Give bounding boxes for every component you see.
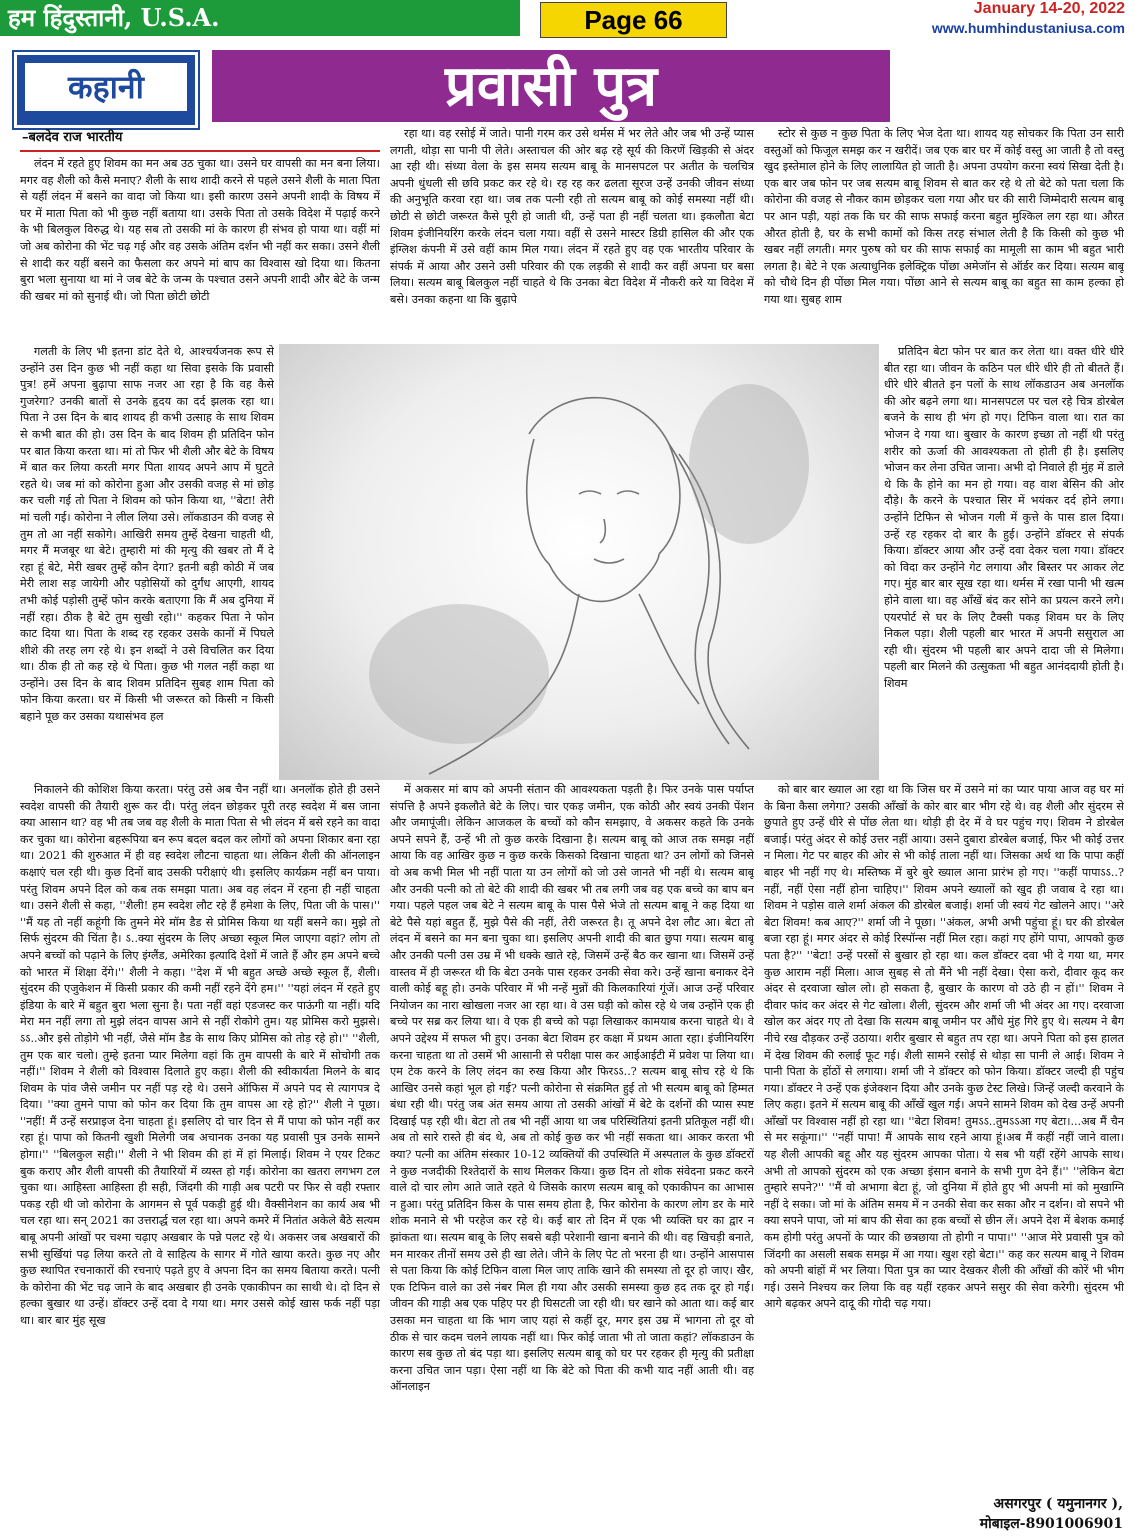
- author-mobile: मोबाइल-8901006901: [979, 1516, 1123, 1532]
- author-byline: –बलदेव राज भारतीय: [22, 130, 123, 145]
- column-2-top: [390, 126, 754, 342]
- paragraph: में अकसर मां बाप को अपनी संतान की आवश्यकता पड़ती है। फिर उनके पास पर्याप्त संपत्ति है अपने इकलौते बेटे के लिए। चार एकड़ जमीन, एक कोठी और स्वयं उनकी पेंशन और जमापूंजी। लेकिन आजकल के बच्चों को कौन समझाए, वे अकसर कहते कि उनके अपने सपने हैं, उन्हें भी तो कुछ करके दिखाना है। सत्यम बाबू को आज तक समझ नहीं आया कि वह आखिर कुछ न कुछ करके किसको दिखाना चाहता था? उन लोगों को जिनसे वो अब कभी मिल भी नहीं पाता या उन लोगों को जो उसे जानते भी नहीं थे। सत्यम बाबू और उनकी पत्नी को तो बेटे की शादी की खबर भी तब लगी जब वह एक बच्चे का बाप बन गया। पहले पहल जब बेटे ने सत्यम बाबू के पास पैसे भेजे तो सत्यम बाबू ने कह दिया था बेटे पैसे यहां बहुत हैं, मुझे पैसे की नहीं, तेरी जरूरत है। तू अपने देश लौट आ। बेटा तो लंदन में बसने का मन बना चुका था। इसलिए अपनी शादी की बात छुपा गया। सत्यम बाबू और उनकी पत्नी उस उम्र में भी धक्के खाते रहे, जिसमें उन्हें बैठ कर खाना था। जिसमें उन्हें वास्तव में ही जरूरत थी कि बेटा उनके पास रहकर उनकी सेवा करे। उन्हें खाना बनाकर देने वाली कोई बहू हो। उनके परिवार में भी नन्हें मुन्नों की किलकारियां गूंजें। आज उन्हें परिवार नियोजन का नारा खोखला नजर आ रहा था। वे उस घड़ी को कोस रहे थे जब उन्होंने एक ही बच्चे पर सब्र कर लिया था। वे एक ही बच्चे को पढ़ा लिखाकर कामयाब करना चाहते थे। वे अपने उद्देश्य में सफल भी हुए। उनका बेटा शिवम हर कक्षा में प्रथम आता रहा। इंजीनियरिंग करना चाहता था तो उसमें भी आसानी से परीक्षा पास कर आईआईटी में प्रवेश पा लिया था। एम टेक करने के लिए लंदन का रुख किया और फिरऽऽ..? सत्यम बाबू सोच रहे थे कि आखिर उनसे कहां भूल हो गई? पत्नी कोरोना से संक्रमित हुई तो भी सत्यम बाबू को हिम्मत बंधा रही थी। परंतु जब अंत समय आया तो उसकी आंखों में बेटे के दर्शनों की प्यास स्पष्ट दिखाई पड़ रही थी। बेटा तो तब भी नहीं आया था जब परिस्थितियां इतनी प्रतिकूल नहीं थी। अब तो सारे रास्ते ही बंद थे, अब तो कोई कुछ कर भी नहीं सकता था। आकर करता भी क्या? पत्नी का अंतिम संस्कार 10-12 व्यक्तियों की उपस्थिति में अस्पताल के कुछ डॉक्टरों ने कुछ नजदीकी रिश्तेदारों के साथ मिलकर किया। कुछ दिन तो शोक संवेदना प्रकट करने वाले दो चार लोग आते जाते रहते थे जिसके कारण सत्यम बाबू को एकाकीपन का आभास न हुआ। परंतु प्रतिदिन किस के पास समय होता है, फिर कोरोना के कारण लोग डर के मारे शोक मनाने से भी परहेज कर रहे थे। कई बार तो दिन में एक भी व्यक्ति घर का द्वार न झांकता था। सत्यम बाबू के लिए सबसे बड़ी परेशानी खाना बनाने की थी। वह खिचड़ी बनाते, मन मारकर तीनों समय उसे ही खा लेते। जीने के लिए पेट तो भरना ही था। उन्होंने आसपास से पता किया कि कोई टिफिन वाला मिल जाए ताकि खाने की समस्या तो दूर हो जाए। खैर, एक टिफिन वाले का उसे नंबर मिल ही गया और उसकी समस्या कुछ हद तक दूर हो गई। जीवन की गाड़ी अब एक पहिए पर ही घिसटती जा रही थी। घर खाने को आता था। कई बार उसका मन चाहता था कि भाग जाए यहां से कहीं दूर, मगर इस उम्र में भागना तो दूर वो ठीक से चार कदम चलने लायक नहीं था। फिर कोई जाता भी तो जाता कहां? लॉकडाउन के कारण सब कुछ तो बंद पड़ा था। इसलिए सत्यम बाबू को घर पर रहकर ही मृत्यु की प्रतीक्षा करना उचित जान पड़ा। ऐसा नहीं था कि बेटे को पिता की कभी याद नहीं आती थी। वह ऑनलाइन: [390, 783, 754, 1394]
- paragraph: प्रतिदिन बेटा फोन पर बात कर लेता था। वक्त धीरे धीरे बीत रहा था। जीवन के कठिन पल धीरे धीरे ही तो बीतते हैं। धीरे धीरे बीतते इन पलों के साथ लॉकडाउन अब अनलॉक की ओर बढ़ने लगा था। मानसपटल पर चल रहे चित्र डोरबेल बजने के साथ ही भंग हो गए। टिफिन वाला था। रात का भोजन दे गया था। बुखार के कारण इच्छा तो नहीं थी परंतु शरीर को ऊर्जा की आवश्यकता तो होती ही है। इसलिए भोजन कर लेना उचित जाना। अभी दो निवाले ही मुंह में डाले थे कि कै होने का मन हो गया। वह वाश बेसिन की ओर दौड़े। कै करने के पश्चात सिर में भयंकर दर्द होने लगा। उन्होंने टिफिन से भोजन गली में कुत्ते के पास डाल दिया। उन्हें रह रहकर दो बार कै हुई। उन्होंने डॉक्टर से संपर्क किया। डॉक्टर आया और उन्हें दवा देकर चला गया। डॉक्टर को विदा कर उन्होंने गेट लगाया और बिस्तर पर आकर लेट गए। मुंह बार बार सूख रहा था। थर्मस में रखा पानी भी खत्म होने वाला था। वह आँखें बंद कर सोने का प्रयत्न करने लगे। एयरपोर्ट से घर के लिए टैक्सी पकड़ शिवम घर के लिए निकल पड़ा। शैली पहली बार भारत में अपनी ससुराल आ रही थी। सुंदरम भी पहली बार अपने दादा जी से मिलेगा। पहली बार मिलने की उत्सुकता भी बहुत आनंददायी होती है। शिवम: [884, 345, 1124, 690]
- column-1-bottom: [20, 782, 380, 1530]
- page-header: [0, 0, 1135, 40]
- byline-rule: [20, 150, 380, 152]
- column-3-bottom: [764, 782, 1124, 1472]
- publication-name: हम हिंदुस्तानी, U.S.A.: [0, 0, 520, 36]
- page-number: Page 66: [540, 2, 727, 38]
- column-3-top: [764, 126, 1124, 342]
- story-headline: प्रवासी पुत्र: [212, 50, 890, 122]
- woman-sketch-illustration: [279, 344, 879, 780]
- column-1-top: [20, 156, 380, 342]
- paragraph: निकालने की कोशिश किया करता। परंतु उसे अब चैन नहीं था। अनलॉक होते ही उसने स्वदेश वापसी की तैयारी शुरू कर दी। परंतु लंदन छोड़कर पूरी तरह स्वदेश में बस जाना क्या आसान था? वह भी तब जब वह शैली के माता पिता से भी लंदन में बसे रहने का वादा कर चुका था। कोरोना बहरूपिया बन रूप बदल बदल कर लोगों को अपना शिकार बना रहा था। 2021 की शुरुआत में ही वह स्वदेश लौटना चाहता था। लेकिन शैली की ऑनलाइन कक्षाएं चल रही थी। कुछ दिनों बाद उसकी परीक्षाएं थी। इसलिए कार्यक्रम नहीं बन पाया। परंतु शिवम अपने दिल को कब तक समझा पाता। अब वह लंदन में रहना ही नहीं चाहता था। उसने शैली से कहा, ''शैली! हम स्वदेश लौट रहे हैं हमेशा के लिए, पिता जी के पास।'' ''मैं यह तो नहीं कहूंगी कि तुमने मेरे मॉम डैड से प्रोमिस किया था यहीं बसने का। मुझे तो सिर्फ सुंदरम की चिंता है। ऽ..क्या सुंदरम के लिए अच्छा स्कूल मिल जाएगा वहां? लोग तो अपने बच्चों को पढ़ाने के लिए इंग्लैंड, अमेरिका इत्यादि देशों में जाते हैं और हम अपने बच्चे को भारत में शिक्षा देंगे।'' शैली ने कहा। ''देश में भी बहुत अच्छे अच्छे स्कूल हैं, शैली। सुंदरम की एजुकेशन में किसी प्रकार की कमी नहीं रहने देंगे हम।'' ''यहां लंदन में रहते हुए इंडिया के बारे में बहुत बुरा भला सुना है। पता नहीं वहां एडजस्ट कर पाऊंगी या नहीं। यदि मेरा मन नहीं लगा तो मुझे लंदन वापस आने से नहीं रोकोगे तुम। यह प्रोमिस करो मुझसे।ऽऽ..और इसे तोड़ोगे भी नहीं, जैसे मॉम डैड के साथ किए प्रोमिस को तोड़ रहे हो।'' ''शैली, तुम एक बार चलो। तुम्हे इतना प्यार मिलेगा वहां कि तुम वापसी के बारे में सोचोगी तक नहीं।'' शिवम ने शैली को विश्वास दिलाते हुए कहा। शैली की स्वीकार्यता मिलने के बाद शिवम के पांव जैसे जमीन पर नहीं पड़ रहे थे। उसने ऑफिस में अपने पद से त्यागपत्र दे दिया। ''क्या तुमने पापा को फोन कर दिया कि तुम वापस आ रहे हो?'' शैली ने पूछा। ''नहीं! मैं उन्हें सरप्राइज देना चाहता हूं। इसलिए दो चार दिन से मैं पापा को फोन नहीं कर रहा हूं। पापा को कितनी खुशी मिलेगी जब अचानक उनका यह प्रवासी पुत्र उनके सामने होगा।'' ''बिलकुल सही।'' शैली ने भी शिवम की हां में हां मिलाई। शिवम ने एयर टिकट बुक कराए और शैली वापसी की तैयारियों में व्यस्त हो गई। कोरोना का खतरा लगभग टल चुका था। आहिस्ता आहिस्ता ही सही, जिंदगी की गाड़ी अब पटरी पर फिर से वही रफ्तार पकड़ रही थी जो कोरोना के आगमन से पूर्व पकड़ी हुई थी। वैक्सीनेशन का कार्य अब भी चल रहा था। सन् 2021 का उत्तरार्द्ध चल रहा था। अपने कमरे में नितांत अकेले बैठे सत्यम बाबू अपनी आंखों पर चश्मा चढ़ाए अखबार के पन्ने पलट रहे थे। अकसर जब अखबारों की सभी सुर्खियां पढ़ लिया करते तो वे साहित्य के सागर में गोते खाया करते। कुछ नए और कुछ स्थापित रचनाकारों की रचनाएं पढ़ते हुए वे अपना दिन का समय बिताया करते। पत्नी के कोरोना की भेंट चढ़ जाने के बाद अखबार ही उनके एकाकीपन का साथी थे। दो दिन से हल्का बुखार था उन्हें। डॉक्टर उन्हें दवा दे गया था। मगर उससे कोई खास फर्क नहीं पड़ा था। बार बार मुंह सूख: [20, 783, 380, 1327]
- column-1-middle: [20, 344, 274, 780]
- section-label-text: कहानी: [25, 63, 187, 111]
- author-place: असगरपुर ( यमुनानगर ),: [993, 1496, 1123, 1512]
- story-illustration: [279, 344, 879, 780]
- column-3-middle: [884, 344, 1124, 780]
- paragraph: लंदन में रहते हुए शिवम का मन अब उठ चुका था। उसने घर वापसी का मन बना लिया। मगर वह शैली को कैसे मनाए? शैली के साथ शादी करने से पहले उसने शैली के माता पिता से यहीं लंदन में बसने का वादा जो किया था। इसी कारण उसने अपनी शादी के विषय में घर में माता पिता को भी कुछ नहीं बताया था। उसके पिता तो उसके विदेश में पढ़ाई करने के भी बिलकुल विरुद्ध थे। यह सब तो उसकी मां के कारण ही संभव हो पाया था। वहीं मां जो अब कोरोना की भेंट चढ़ गई और वह उसके अंतिम दर्शन भी नहीं कर सका। उसने शैली से शादी कर यहीं बसने का फैसला कर अपने मां बाप का विश्वास खो दिया था। कितना बुरा भला सुनाया था मां ने जब बेटे के जन्म के पश्चात उसने अपनी शादी और बेटे के जन्म की खबर मां को सुनाई थी। जो पिता छोटी छोटी: [20, 157, 380, 303]
- paragraph: को बार बार ख्याल आ रहा था कि जिस घर में उसने मां का प्यार पाया आज वह घर मां के बिना कैसा लगेगा? उसकी आँखों के कोर बार बार भीग रहे थे। वह शैली और सुंदरम से छुपाते हुए उन्हें धीरे से पोंछ लेता था। थोड़ी ही देर में वे घर पहुंच गए। शिवम ने डोरबेल बजाई। परंतु अंदर से कोई उत्तर नहीं आया। उसने दुबारा डोरबेल बजाई, फिर भी कोई उत्तर न मिला। गेट पर बाहर की ओर से भी कोई ताला नहीं था। जिसका अर्थ था कि पापा कहीं बाहर भी नहीं गए थे। मस्तिष्क में बुरे बुरे ख्याल आना प्रारंभ हो गए। ''कहीं पापाऽऽ..? नहीं, नहीं ऐसा नहीं होना चाहिए।'' शिवम अपने ख्यालों को खुद ही जवाब दे रहा था। शिवम ने पड़ोस वाले शर्मा अंकल की डोरबेल बजाई। शर्मा जी स्वयं गेट खोलने आए। ''अरे बेटा शिवम! कब आए?'' शर्मा जी ने पूछा। ''अंकल, अभी अभी पहुंचा हूं। घर की डोरबेल बजा रहा हूं। मगर अंदर से कोई रिस्पॉन्स नहीं मिल रहा। कहां गए होंगे पापा, आपको कुछ पता है?'' ''बेटा! उन्हें परसों से बुखार हो रहा था। कल डॉक्टर दवा भी दे गया था, मगर कुछ आराम नहीं मिला। आज सुबह से तो मैंने भी नहीं देखा। ऐसा करो, दीवार कूद कर अंदर से दरवाजा खोल लो। हो सकता है, बुखार के कारण वो उठे ही न हों।'' शिवम ने दीवार फांद कर अंदर से गेट खोला। शैली, सुंदरम और शर्मा जी भी अंदर आ गए। दरवाजा खोल कर अंदर गए तो देखा कि सत्यम बाबू जमीन पर औंधे मुंह गिरे हुए थे। सत्यम ने बैग नीचे रख दौड़कर उन्हें उठाया। शरीर बुखार से बहुत तप रहा था। अपने पिता को इस हालत में देख शिवम की रुलाई फूट गई। शैली सामने रसोई से थोड़ा सा पानी ले आई। शिवम ने पानी पिता के होंठों से लगाया। शर्मा जी ने डॉक्टर को फोन किया। डॉक्टर जल्दी ही पहुंच गया। डॉक्टर ने उन्हें एक इंजेक्शन दिया और उनके कुछ टेस्ट लिखे। जिन्हें जल्दी करवाने के लिए कहा। इतने में सत्यम बाबू की आँखें खुल गई। अपने सामने शिवम को देख उन्हें अपनी आँखों पर विश्वास नहीं हो रहा था। ''बेटा शिवम! तुमऽऽ..तुमऽऽआ गए बेटा।...अब मैं चैन से मर सकूंगा।'' ''नहीं पापा! मैं आपके साथ रहने आया हूं।अब मैं कहीं नहीं जाने वाला। यह शैली आपकी बहू और यह सुंदरम आपका पोता। ये सब भी यहीं रहेंगे आपके साथ। अभी तो आपको सुंदरम को एक अच्छा इंसान बनाने के सभी गुण देने हैं।'' ''लेकिन बेटा तुम्हारे सपने?'' ''मैं वो अभागा बेटा हूं, जो दुनिया में होते हुए भी अपनी मां को मुखाग्नि नहीं दे सका। जो मां के अंतिम समय में न उनकी सेवा कर सका और न दर्शन। वो सपने भी क्या सपने पापा, जो मां बाप की सेवा का हक बच्चों से छीन लें। अपने देश में बेशक कमाई कम होगी परंतु अपनों के प्यार की छत्रछाया तो होगी न पापा।'' ''आज मेरे प्रवासी पुत्र को जिंदगी का असली सबक समझ में आ गया। खुश रहो बेटा।'' कह कर सत्यम बाबू ने शिवम को अपनी बांहों में भर लिया। पिता पुत्र का प्यार देखकर शैली की आँखों की कोरें भी भीग गई। उसने निश्चय कर लिया कि वह यहीं रहकर अपने ससुर की सेवा करेगी। सुंदरम भी आगे बढ़कर अपने दादू की गोदी चढ़ गया।: [764, 783, 1124, 1311]
- column-2-bottom: [390, 782, 754, 1530]
- website-link[interactable]: www.humhindustaniusa.com: [931, 20, 1125, 36]
- paragraph: रहा था। वह रसोई में जाते। पानी गरम कर उसे थर्मस में भर लेते और जब भी उन्हें प्यास लगती, थोड़ा सा पानी पी लेते। अस्ताचल की ओर बढ़ रहे सूर्य की किरणें खिड़की से अंदर आ रही थी। संध्या वेला के इस समय सत्यम बाबू के मानसपटल पर अतीत के चलचित्र अपनी धुंधली सी छवि प्रकट कर रहे थे। रह रह कर ढलता सूरज उन्हें उनकी जीवन संध्या की अनुभूति करवा रहा था। जब तक पत्नी रही तो सत्यम बाबू को कोई समस्या नहीं थी। छोटी से छोटी जरूरत कैसे पूरी हो जाती थी, उन्हें पता ही नहीं चलता था। इकलौता बेटा शिवम इंजीनियरिंग करके लंदन चला गया। वहीं से उसने मास्टर डिग्री हासिल की और एक इंग्लिश कंपनी में उसे वहीं काम मिल गया। लंदन में रहते हुए वह एक भारतीय परिवार के संपर्क में आया और उसने उसी परिवार की एक लड़की से शादी कर वहीं अपना घर बसा लिया। सत्यम बाबू बिलकुल नहीं चाहते थे कि उनका बेटा विदेश में नौकरी करे या विदेश में बसे। उनका कहना था कि बुढ़ापे: [390, 127, 754, 306]
- paragraph: स्टोर से कुछ न कुछ पिता के लिए भेज देता था। शायद यह सोचकर कि पिता उन सारी वस्तुओं को फिजूल समझ कर न खरीदें। जब एक बार घर में कोई वस्तु आ जाती है तो वस्तु खुद इस्तेमाल होने के लिए लालायित हो जाती है। अपना उपयोग करना स्वयं सिखा देती है। एक बार जब फोन पर जब सत्यम बाबू शिवम से बात कर रहे थे तो बेटे को पता चला कि कोरोना की वजह से नौकर काम छोड़कर चला गया और घर की सारी जिम्मेदारी सत्यम बाबू पर आन पड़ी, यहां तक कि घर की साफ सफाई करना बहुत मुश्किल लग रहा था। औरत औरत होती है, घर के सभी कामों को किस तरह संभाल लेती है कि किसी को कुछ भी खबर नहीं लगती। मगर पुरुष को घर की साफ सफाई का मामूली सा काम भी बहुत भारी लगता है। बेटे ने एक अत्याधुनिक इलेक्ट्रिक पोंछा अमेजॉन से ऑर्डर कर दिया। सत्यम बाबू को चौथे दिन ही पोंछा मिल गया। पोंछा आने से सत्यम बाबू का बहुत सा काम हल्का हो गया था। सुबह शाम: [764, 127, 1124, 306]
- issue-date: January 14-20, 2022: [973, 0, 1125, 17]
- section-label: [14, 52, 198, 128]
- paragraph: गलती के लिए भी इतना डांट देते थे, आश्चर्यजनक रूप से उन्होंने उस दिन कुछ भी नहीं कहा था सिवा इसके कि प्रवासी पुत्र! हमें अपना बुढ़ापा साफ नजर आ रहा है कि वह कैसे गुजरेगा? उनकी बातों से उनके हृदय का दर्द झलक रहा था। पिता ने उस दिन के बाद शायद ही कभी उत्साह के साथ शिवम से कभी बात की हो। उस दिन के बाद शिवम ही प्रतिदिन फोन पर बात किया करता था। मां तो फिर भी शैली और बेटे के विषय में बात कर लिया करती मगर पिता शायद अपने आप में घुटते रहते थे। जब मां को कोरोना हुआ और उसकी वजह से मां छोड़ कर चली गई तो पिता ने शिवम को फोन किया था, ''बेटा! तेरी मां चली गई। कोरोना ने लील लिया उसे। लॉकडाउन की वजह से तुम तो आ नहीं सकोगे। आखिरी समय तुम्हें देखना चाहती थी, मगर मैं मजबूर था बेटे। तुम्हारी मां की मृत्यु की खबर तो मैं दे रहा हूं बेटे, मेरी खबर तुम्हें कौन देगा? इतनी बड़ी कोठी में जब मेरी लाश सड़ जायेगी और पड़ोसियों को दुर्गंध आएगी, शायद तभी कोई पड़ोसी तुम्हें फोन करके बताएगा कि मैं अब दुनिया में नहीं रहा। ठीक है बेटे तुम सुखी रहो।'' कहकर पिता ने फोन काट दिया था। पिता के शब्द रह रहकर उसके कानों में पिघले शीशे की तरह लग रहे थे। इन शब्दों ने उसे विचलित कर दिया था। ठीक ही तो कह रहे थे पिता। कुछ भी गलत नहीं कहा था उन्होंने। उस दिन के बाद शिवम प्रतिदिन सुबह शाम पिता को फोन किया करता। घर में किसी भी जरूरत को किसी न किसी बहाने पूछ कर उसका यथासंभव हल: [20, 345, 274, 724]
